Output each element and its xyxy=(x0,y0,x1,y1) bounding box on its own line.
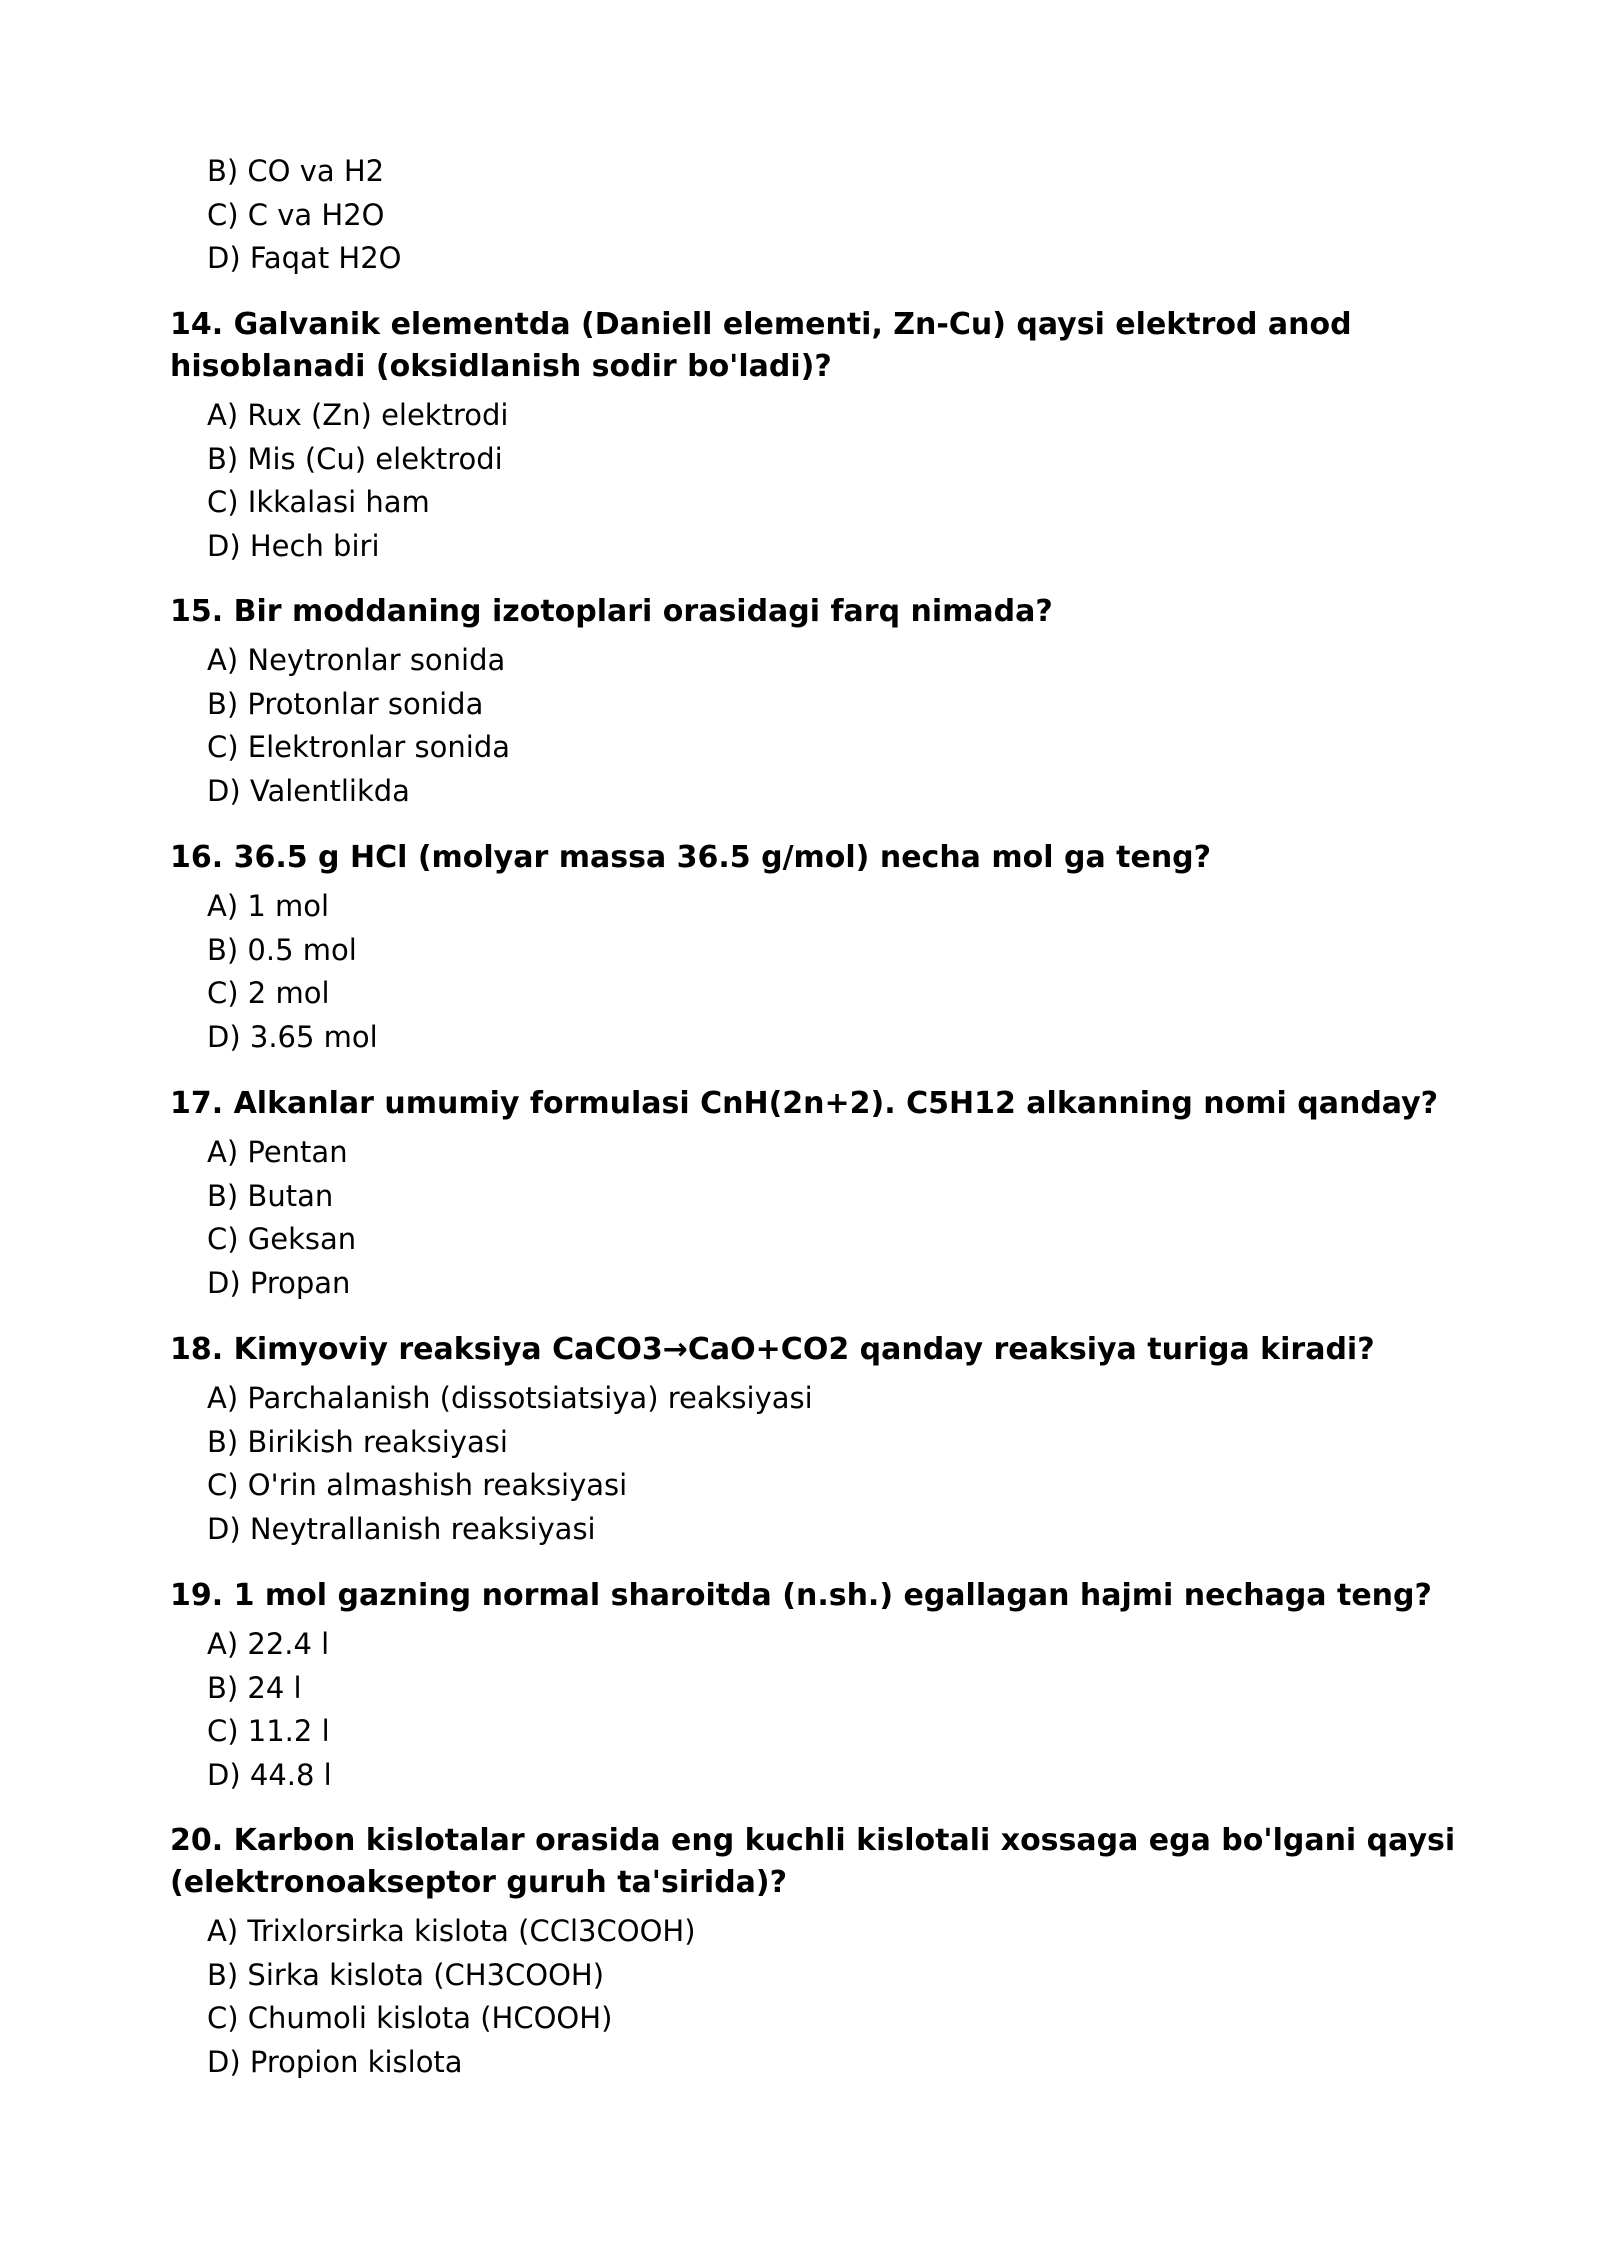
options-list xyxy=(207,1623,1460,1797)
question-text: 16. 36.5 g HCl (molyar massa 36.5 g/mol) necha mol ga teng? xyxy=(170,840,1212,875)
carryover-options xyxy=(207,150,1457,281)
option: A) Trixlorsirka kislota (CCl3COOH) xyxy=(207,1914,696,1948)
options-list xyxy=(207,150,1457,281)
option: D) Neytrallanish reaksiyasi xyxy=(207,1511,596,1546)
option: D) 44.8 l xyxy=(207,1757,332,1792)
option: C) Ikkalasi ham xyxy=(207,485,430,519)
question-text: 20. Karbon kislotalar orasida eng kuchli kislotali xossaga ega bo'lgani qaysi (elektronoakseptor guruh ta'sirida)? xyxy=(170,1823,1456,1900)
options-list xyxy=(207,639,1460,813)
options-list xyxy=(207,885,1460,1059)
options-list xyxy=(207,1377,1460,1551)
option: C) Geksan xyxy=(207,1222,357,1256)
option: A) Pentan xyxy=(207,1135,348,1169)
option: A) Parchalanish (dissotsiatsiya) reaksiyasi xyxy=(207,1381,813,1415)
question-16 xyxy=(170,837,1460,1059)
option: C) Chumoli kislota (HCOOH) xyxy=(207,2001,613,2035)
option: C) Elektronlar sonida xyxy=(207,730,511,764)
option: B) Birikish reaksiyasi xyxy=(207,1424,508,1459)
option: A) Neytronlar sonida xyxy=(207,643,506,677)
question-18 xyxy=(170,1329,1460,1551)
options-list xyxy=(207,1131,1460,1305)
question-14 xyxy=(170,304,1460,568)
option: D) Propion kislota xyxy=(207,2044,463,2079)
option: B) Protonlar sonida xyxy=(207,686,484,721)
option: B) Sirka kislota (CH3COOH) xyxy=(207,1957,605,1992)
option: D) Hech biri xyxy=(207,528,380,563)
option: B) Butan xyxy=(207,1178,334,1213)
option: C) 11.2 l xyxy=(207,1714,330,1748)
question-text: 15. Bir moddaning izotoplari orasidagi farq nimada? xyxy=(170,594,1053,629)
question-17 xyxy=(170,1083,1460,1305)
option: A) Rux (Zn) elektrodi xyxy=(207,398,509,432)
option: A) 22.4 l xyxy=(207,1627,330,1661)
option: D) Valentlikda xyxy=(207,773,410,808)
options-list xyxy=(207,394,1460,568)
option: D) Faqat H2O xyxy=(207,241,402,275)
option: D) 3.65 mol xyxy=(207,1019,378,1054)
option: B) 24 l xyxy=(207,1670,302,1705)
option: A) 1 mol xyxy=(207,889,330,923)
option: B) CO va H2 xyxy=(207,154,385,188)
option: C) C va H2O xyxy=(207,197,385,232)
question-15 xyxy=(170,591,1460,813)
question-text: 17. Alkanlar umumiy formulasi CnH(2n+2). C5H12 alkanning nomi qanday? xyxy=(170,1086,1439,1121)
option: D) Propan xyxy=(207,1265,351,1300)
question-text: 19. 1 mol gazning normal sharoitda (n.sh.) egallagan hajmi nechaga teng? xyxy=(170,1578,1432,1613)
options-list xyxy=(207,1910,1460,2084)
question-text: 18. Kimyoviy reaksiya CaCO3→CaO+CO2 qanday reaksiya turiga kiradi? xyxy=(170,1332,1375,1367)
option: C) 2 mol xyxy=(207,976,330,1010)
question-text: 14. Galvanik elementda (Daniell elementi, Zn-Cu) qaysi elektrod anod hisoblanadi (oksidlanish sodir bo'ladi)? xyxy=(170,307,1352,384)
question-19 xyxy=(170,1575,1460,1797)
option: B) 0.5 mol xyxy=(207,932,357,967)
option: C) O'rin almashish reaksiyasi xyxy=(207,1468,628,1502)
question-20 xyxy=(170,1820,1460,2084)
option: B) Mis (Cu) elektrodi xyxy=(207,441,503,476)
